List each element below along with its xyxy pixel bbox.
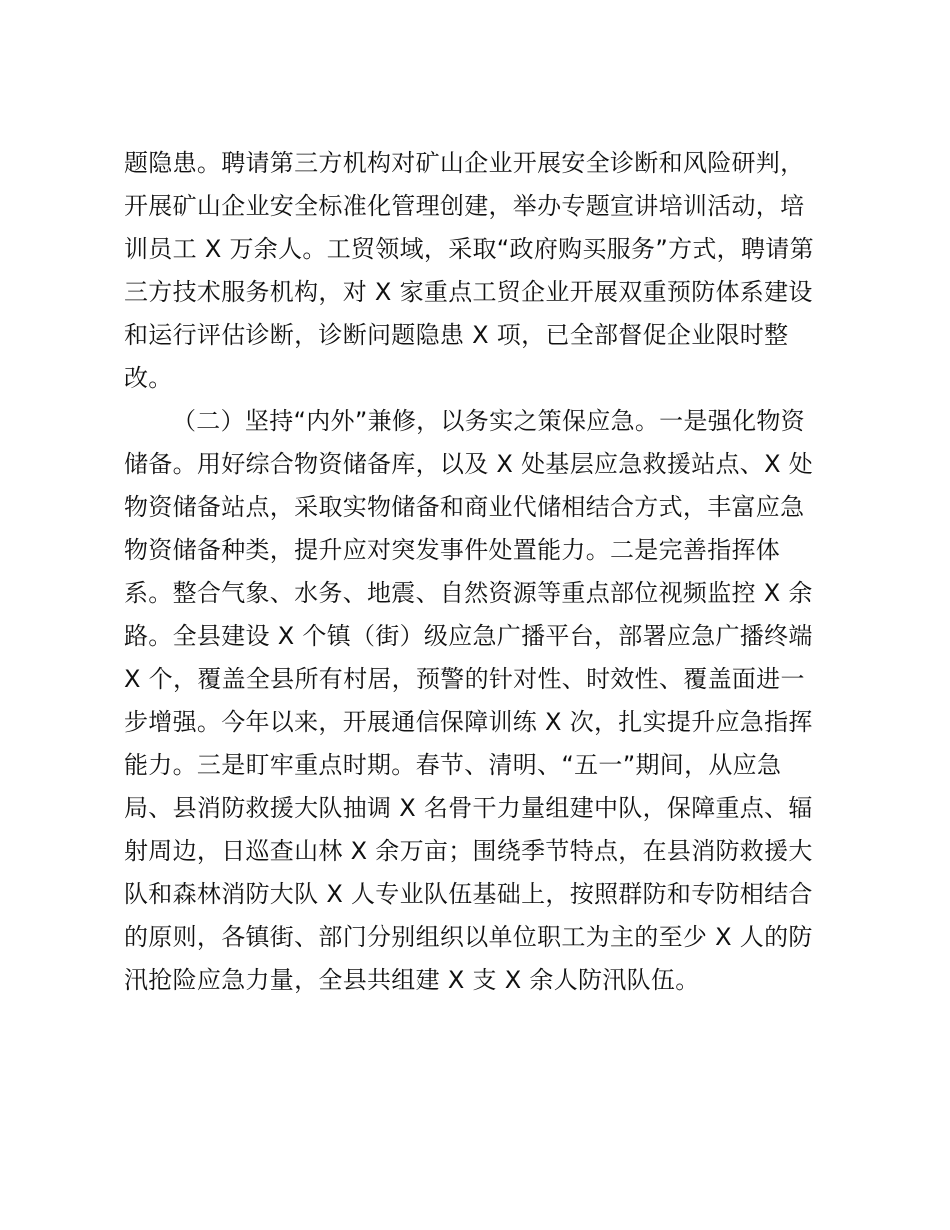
text-line: 射周边，日巡查山林 X 余万亩；围绕季节特点，在县消防救援大	[124, 837, 813, 865]
text-line: 能力。三是盯牢重点时期。春节、清明、“五一”期间，从应急	[124, 751, 782, 779]
text-line: 系。整合气象、水务、地震、自然资源等重点部位视频监控 X 余	[124, 579, 813, 607]
text-line: 题隐患。聘请第三方机构对矿山企业开展安全诊断和风险研判，	[124, 149, 805, 177]
section-heading-line: （二）坚持“内外”兼修，以务实之策保应急。一是强化物资	[172, 407, 805, 435]
text-line: 开展矿山企业安全标准化管理创建，举办专题宣讲培训活动，培	[124, 192, 805, 220]
text-line: 汛抢险应急力量，全县共组建 X 支 X 余人防汛队伍。	[124, 966, 700, 994]
text-line: 物资储备种类，提升应对突发事件处置能力。二是完善指挥体	[124, 536, 781, 564]
text-line: 局、县消防救援大队抽调 X 名骨干力量组建中队，保障重点、辐	[124, 794, 813, 822]
text-line: 和运行评估诊断，诊断问题隐患 X 项，已全部督促企业限时整	[124, 321, 789, 349]
text-line: X 个，覆盖全县所有村居，预警的针对性、时效性、覆盖面进一	[124, 665, 805, 693]
text-line: 队和森林消防大队 X 人专业队伍基础上，按照群防和专防相结合	[124, 880, 813, 908]
text-line: 的原则，各镇街、部门分别组织以单位职工为主的至少 X 人的防	[124, 923, 813, 951]
text-line: 三方技术服务机构，对 X 家重点工贸企业开展双重预防体系建设	[124, 278, 813, 306]
document-body	[124, 142, 824, 1002]
text-line: 路。全县建设 X 个镇（街）级应急广播平台，部署应急广播终端	[124, 622, 813, 650]
text-line: 储备。用好综合物资储备库，以及 X 处基层应急救援站点、X 处	[124, 450, 814, 478]
text-line: 步增强。今年以来，开展通信保障训练 X 次，扎实提升应急指挥	[124, 708, 813, 736]
text-line: 物资储备站点，采取实物储备和商业代储相结合方式，丰富应急	[124, 493, 805, 521]
text-line: 训员工 X 万余人。工贸领域，采取“政府购买服务”方式，聘请第	[124, 235, 814, 263]
text-line: 改。	[124, 364, 173, 392]
